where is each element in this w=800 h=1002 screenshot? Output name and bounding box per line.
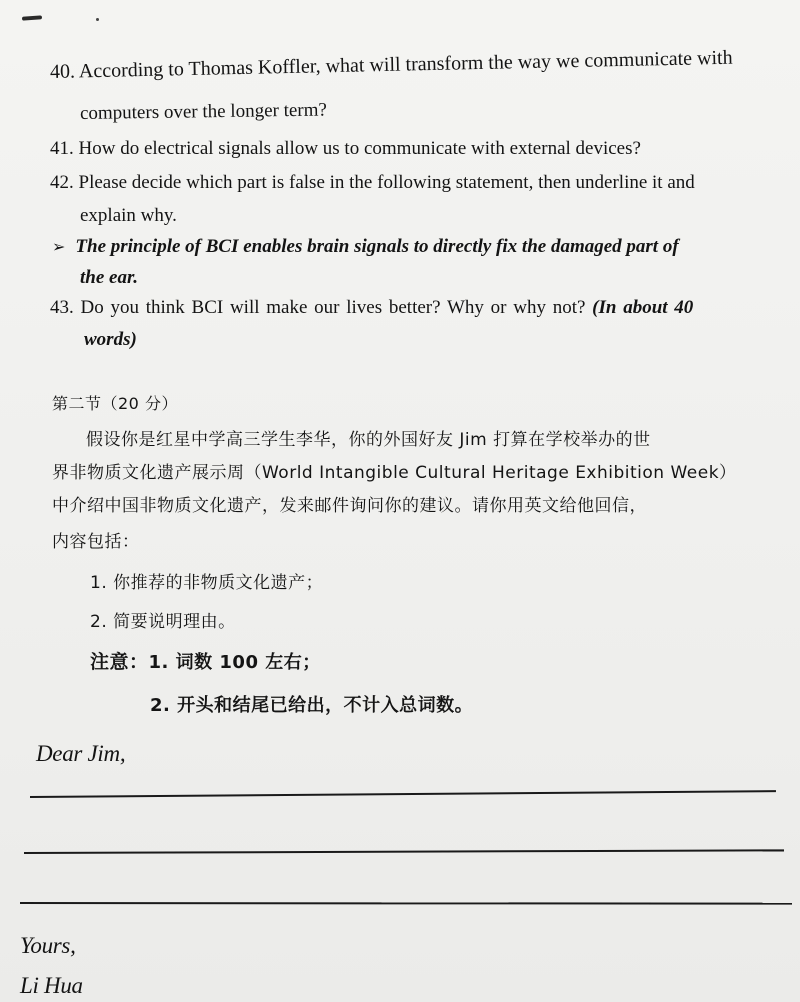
question-43-line-2: words): [84, 329, 137, 350]
letter-greeting: Dear Jim,: [36, 741, 126, 766]
section-heading: 第二节（20 分）: [52, 394, 178, 413]
letter-signature: Li Hua: [20, 973, 83, 998]
prompt-line-2: 界非物质文化遗产展示周（World Intangible Cultural Heritage Exhibition Week）: [52, 463, 737, 483]
triangle-arrow-right-icon: ➢: [52, 237, 66, 256]
letter-closing: Yours,: [20, 933, 76, 958]
question-40-line-2: computers over the longer term?: [79, 99, 328, 124]
writing-line-2[interactable]: [24, 849, 784, 854]
question-40-line-1: 40. According to Thomas Koffler, what will transform the way we communicate with: [49, 46, 733, 83]
statement-line-2: the ear.: [80, 267, 139, 288]
question-42-line-1: 42. Please decide which part is false in the following statement, then underline it and: [50, 172, 695, 193]
question-41: 41. How do electrical signals allow us to communicate with external devices?: [50, 138, 641, 159]
writing-line-3[interactable]: [20, 902, 792, 905]
writing-line-1[interactable]: [30, 790, 776, 798]
note-1: 1. 词数 100 左右；: [148, 652, 321, 673]
prompt-line-3: 中介绍中国非物质文化遗产，发来邮件询问你的建议。请你用英文给他回信，: [52, 496, 647, 516]
note-line-2: 2. 开头和结尾已给出，不计入总词数。: [150, 695, 474, 716]
question-43-hint: (In about 40: [592, 297, 694, 318]
question-42-line-2: explain why.: [80, 205, 177, 226]
scan-dot: [96, 18, 99, 21]
content-item-2: 2. 简要说明理由。: [90, 612, 236, 632]
prompt-line-4: 内容包括：: [52, 532, 140, 552]
statement-text: The principle of BCI enables brain signals to directly fix the damaged part of: [75, 236, 679, 257]
question-43-line-1: [50, 296, 693, 320]
note-line-1: [90, 650, 321, 675]
scan-mark: [22, 15, 42, 20]
content-item-1: 1. 你推荐的非物质文化遗产；: [90, 573, 324, 593]
note-label: 注意：: [90, 651, 149, 673]
statement-line-1: [52, 235, 679, 259]
question-43-text: 43. Do you think BCI will make our lives better? Why or why not?: [50, 297, 586, 318]
prompt-line-1: 假设你是红星中学高三学生李华，你的外国好友 Jim 打算在学校举办的世: [86, 430, 651, 450]
